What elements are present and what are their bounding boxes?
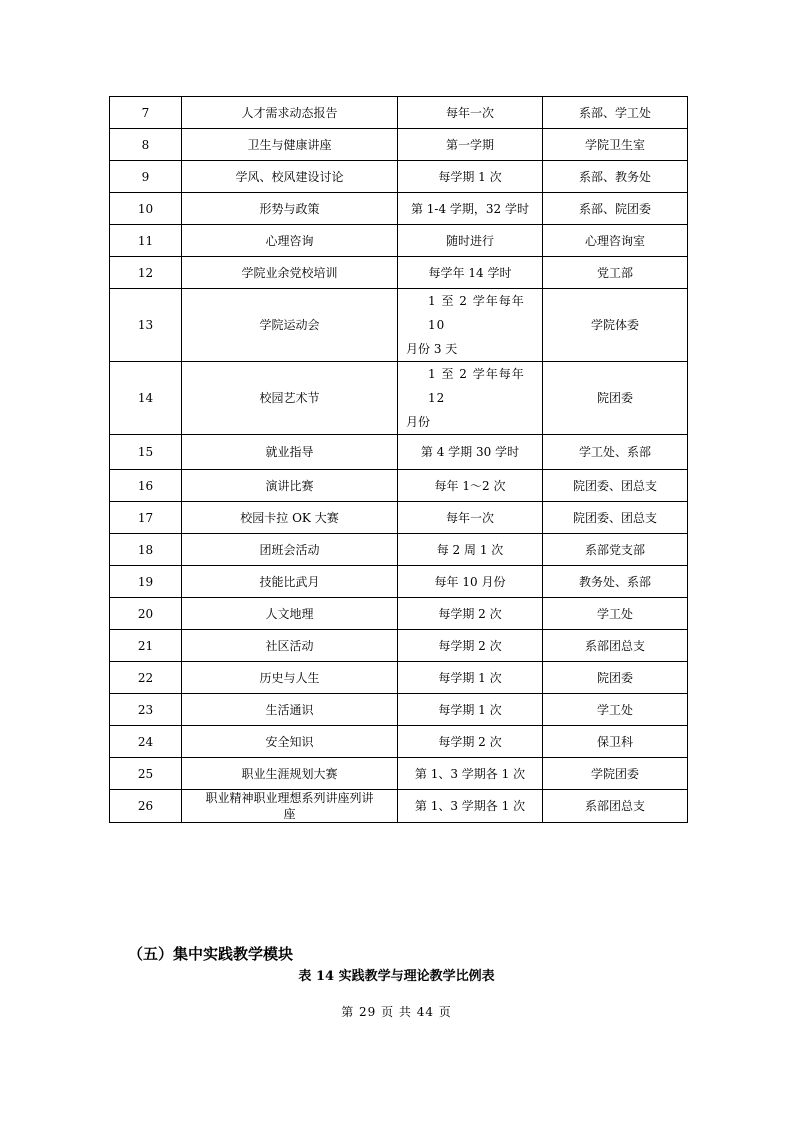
row-number: 12 bbox=[110, 257, 182, 289]
table-row bbox=[110, 193, 688, 225]
activity-time: 随时进行 bbox=[398, 225, 543, 257]
activity-name: 就业指导 bbox=[182, 435, 398, 470]
table-row bbox=[110, 362, 688, 435]
activity-name: 心理咨询 bbox=[182, 225, 398, 257]
activity-time: 每学期 1 次 bbox=[398, 694, 543, 726]
activity-department: 党工部 bbox=[543, 257, 688, 289]
table-row bbox=[110, 225, 688, 257]
activity-department: 系部党支部 bbox=[543, 534, 688, 566]
row-number: 17 bbox=[110, 502, 182, 534]
row-number: 15 bbox=[110, 435, 182, 470]
activity-name: 学院业余党校培训 bbox=[182, 257, 398, 289]
row-number: 7 bbox=[110, 97, 182, 129]
activity-department: 心理咨询室 bbox=[543, 225, 688, 257]
row-number: 24 bbox=[110, 726, 182, 758]
activity-time: 第 4 学期 30 学时 bbox=[398, 435, 543, 470]
activity-time: 第 1、3 学期各 1 次 bbox=[398, 790, 543, 823]
activity-name: 学院运动会 bbox=[182, 289, 398, 362]
table-row bbox=[110, 257, 688, 289]
row-number: 20 bbox=[110, 598, 182, 630]
activity-name bbox=[182, 790, 398, 823]
activity-time: 每年一次 bbox=[398, 502, 543, 534]
row-number: 16 bbox=[110, 470, 182, 502]
table-row bbox=[110, 129, 688, 161]
activity-department: 院团委、团总支 bbox=[543, 470, 688, 502]
activity-time-line1: 1 至 2 学年每年 12 bbox=[428, 367, 525, 405]
activity-name: 人文地理 bbox=[182, 598, 398, 630]
activity-time: 第一学期 bbox=[398, 129, 543, 161]
activity-name: 团班会活动 bbox=[182, 534, 398, 566]
activity-department: 院团委 bbox=[543, 662, 688, 694]
table-row bbox=[110, 790, 688, 823]
activity-name: 职业生涯规划大赛 bbox=[182, 758, 398, 790]
row-number: 9 bbox=[110, 161, 182, 193]
activity-time-line2: 月份 3 天 bbox=[406, 342, 458, 356]
activity-department: 系部、学工处 bbox=[543, 97, 688, 129]
activity-table bbox=[109, 96, 688, 823]
activity-name: 社区活动 bbox=[182, 630, 398, 662]
activity-name: 安全知识 bbox=[182, 726, 398, 758]
activity-time: 每 2 周 1 次 bbox=[398, 534, 543, 566]
row-number: 22 bbox=[110, 662, 182, 694]
table-row bbox=[110, 502, 688, 534]
activity-time bbox=[398, 362, 543, 435]
table-row bbox=[110, 97, 688, 129]
row-number: 11 bbox=[110, 225, 182, 257]
row-number: 13 bbox=[110, 289, 182, 362]
activity-department: 学工处、系部 bbox=[543, 435, 688, 470]
activity-name: 形势与政策 bbox=[182, 193, 398, 225]
activity-department: 学院体委 bbox=[543, 289, 688, 362]
activity-time bbox=[398, 289, 543, 362]
table-row bbox=[110, 161, 688, 193]
activity-department: 院团委、团总支 bbox=[543, 502, 688, 534]
row-number: 19 bbox=[110, 566, 182, 598]
row-number: 25 bbox=[110, 758, 182, 790]
activity-time: 第 1-4 学期，32 学时 bbox=[398, 193, 543, 225]
activity-name: 校园艺术节 bbox=[182, 362, 398, 435]
table-caption: 表 14 实践教学与理论教学比例表 bbox=[298, 969, 495, 984]
table-row bbox=[110, 534, 688, 566]
activity-department: 学院卫生室 bbox=[543, 129, 688, 161]
activity-department: 系部、教务处 bbox=[543, 161, 688, 193]
activity-department: 系部团总支 bbox=[543, 790, 688, 823]
activity-time-line2: 月份 bbox=[406, 415, 431, 429]
section-heading: （五）集中实践教学模块 bbox=[128, 945, 294, 963]
table-row bbox=[110, 726, 688, 758]
activity-time: 第 1、3 学期各 1 次 bbox=[398, 758, 543, 790]
activity-department: 学工处 bbox=[543, 598, 688, 630]
row-number: 23 bbox=[110, 694, 182, 726]
activity-department: 院团委 bbox=[543, 362, 688, 435]
activity-name-line1: 职业精神职业理想系列讲座列讲 bbox=[205, 791, 374, 805]
activity-time: 每学期 2 次 bbox=[398, 630, 543, 662]
activity-name: 学风、校风建设讨论 bbox=[182, 161, 398, 193]
activity-name: 技能比武月 bbox=[182, 566, 398, 598]
activity-name: 演讲比赛 bbox=[182, 470, 398, 502]
row-number: 21 bbox=[110, 630, 182, 662]
row-number: 18 bbox=[110, 534, 182, 566]
table-row bbox=[110, 470, 688, 502]
table-row bbox=[110, 662, 688, 694]
table-row bbox=[110, 694, 688, 726]
table-row bbox=[110, 758, 688, 790]
activity-name: 生活通识 bbox=[182, 694, 398, 726]
row-number: 14 bbox=[110, 362, 182, 435]
activity-time: 每学期 1 次 bbox=[398, 662, 543, 694]
activity-department: 学工处 bbox=[543, 694, 688, 726]
activity-name: 人才需求动态报告 bbox=[182, 97, 398, 129]
activity-time-line1: 1 至 2 学年每年 10 bbox=[428, 294, 525, 332]
activity-time: 每年 1～2 次 bbox=[398, 470, 543, 502]
activity-name: 校园卡拉 OK 大赛 bbox=[182, 502, 398, 534]
activity-time: 每学期 2 次 bbox=[398, 598, 543, 630]
table-row bbox=[110, 630, 688, 662]
activity-department: 学院团委 bbox=[543, 758, 688, 790]
activity-department: 保卫科 bbox=[543, 726, 688, 758]
row-number: 8 bbox=[110, 129, 182, 161]
activity-time: 每学年 14 学时 bbox=[398, 257, 543, 289]
activity-time: 每年一次 bbox=[398, 97, 543, 129]
activity-time: 每学期 2 次 bbox=[398, 726, 543, 758]
activity-department: 系部团总支 bbox=[543, 630, 688, 662]
activity-department: 系部、院团委 bbox=[543, 193, 688, 225]
row-number: 26 bbox=[110, 790, 182, 823]
activity-department: 教务处、系部 bbox=[543, 566, 688, 598]
activity-time: 每学期 1 次 bbox=[398, 161, 543, 193]
activity-time: 每年 10 月份 bbox=[398, 566, 543, 598]
table-row bbox=[110, 289, 688, 362]
table-row bbox=[110, 435, 688, 470]
page-footer: 第 29 页 共 44 页 bbox=[341, 1005, 452, 1019]
table-row bbox=[110, 598, 688, 630]
row-number: 10 bbox=[110, 193, 182, 225]
activity-name-line2: 座 bbox=[283, 807, 296, 821]
activity-name: 历史与人生 bbox=[182, 662, 398, 694]
activity-name: 卫生与健康讲座 bbox=[182, 129, 398, 161]
table-row bbox=[110, 566, 688, 598]
